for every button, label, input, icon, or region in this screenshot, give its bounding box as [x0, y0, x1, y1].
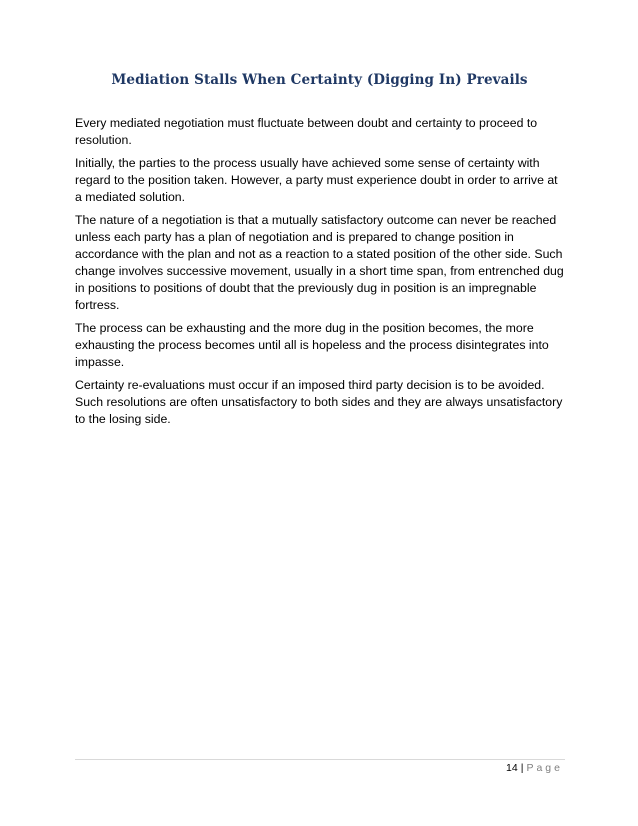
paragraph: Initially, the parties to the process usually have achieved some sense of certainty with regard to the position taken. However, a party must experience doubt in order to arrive at a mediated solution.: [75, 156, 558, 204]
document-body: [75, 115, 567, 434]
paragraph: The nature of a negotiation is that a mutually satisfactory outcome can never be reached unless each party has a plan of negotiation and is prepared to change position in accordance with the plan and not as a reaction to a stated position of the other side. Such change involves successive movement, usually in a short time span, from entrenched dug in positions to positions of doubt that the previously dug in position is an impregnable fortress.: [75, 213, 564, 312]
paragraph: Every mediated negotiation must fluctuate between doubt and certainty to proceed to resolution.: [75, 116, 538, 147]
document-title: Mediation Stalls When Certainty (Digging In) Prevails: [111, 72, 528, 88]
page-number: 14: [506, 762, 518, 774]
footer-separator: |: [520, 762, 524, 774]
page-footer: [506, 762, 563, 774]
page-label: Page: [526, 762, 563, 774]
paragraph: The process can be exhausting and the more dug in the position becomes, the more exhausting the process becomes until all is hopeless and the process disintegrates into impasse.: [75, 321, 549, 369]
footer-divider: [75, 759, 565, 760]
paragraph: Certainty re-evaluations must occur if an imposed third party decision is to be avoided. Such resolutions are often unsatisfactory to both sides and they are always unsatisfactory to the losing side.: [75, 378, 563, 426]
